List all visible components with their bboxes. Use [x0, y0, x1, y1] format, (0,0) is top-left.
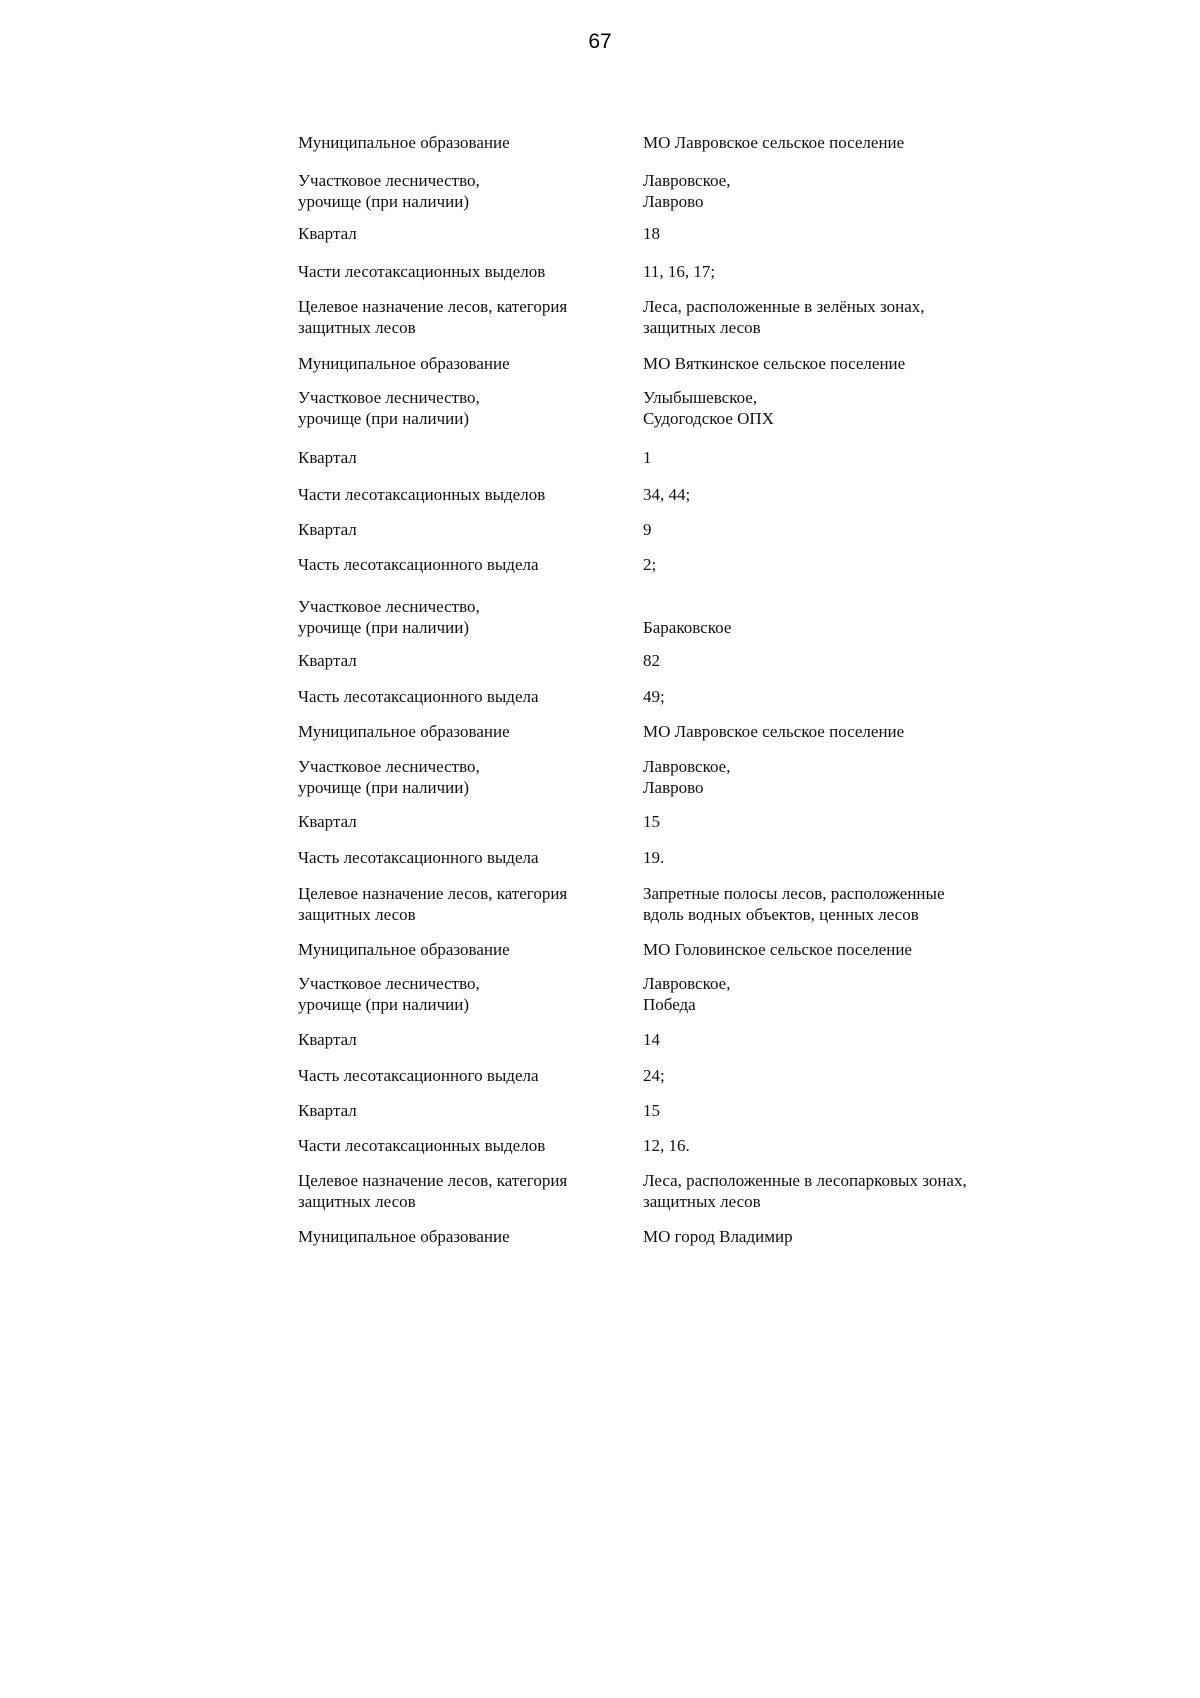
document-rows — [298, 132, 1058, 1256]
row-label: Целевое назначение лесов, категория защитных лесов — [298, 884, 568, 924]
row-value: 14 — [643, 1030, 660, 1049]
row-label: Квартал — [298, 448, 357, 467]
row-label: Участковое лесничество, урочище (при наличии) — [298, 388, 480, 428]
table-row — [298, 519, 1058, 554]
row-value: 24; — [643, 1066, 665, 1085]
table-row — [298, 223, 1058, 261]
row-label: Муниципальное образование — [298, 133, 510, 152]
table-row — [298, 883, 1058, 939]
row-label: Часть лесотаксационного выдела — [298, 848, 539, 867]
row-label: Участковое лесничество, урочище (при наличии) — [298, 171, 480, 211]
row-label: Квартал — [298, 520, 357, 539]
row-label: Целевое назначение лесов, категория защитных лесов — [298, 297, 568, 337]
table-row — [298, 847, 1058, 883]
row-value: Бараковское — [643, 618, 732, 637]
table-row — [298, 1100, 1058, 1135]
table-row — [298, 686, 1058, 721]
row-label: Квартал — [298, 812, 357, 831]
row-label: Части лесотаксационных выделов — [298, 262, 546, 281]
table-row — [298, 170, 1058, 223]
row-label: Часть лесотаксационного выдела — [298, 1066, 539, 1085]
row-label: Части лесотаксационных выделов — [298, 1136, 546, 1155]
table-row — [298, 1226, 1058, 1256]
row-value: Улыбышевское, Судогодское ОПХ — [643, 388, 774, 428]
row-label: Участковое лесничество, урочище (при наличии) — [298, 974, 480, 1014]
row-value: МО Лавровское сельское поселение — [643, 722, 905, 741]
row-value: 82 — [643, 651, 660, 670]
table-row — [298, 387, 1058, 447]
row-label: Квартал — [298, 1101, 357, 1120]
table-row — [298, 973, 1058, 1029]
table-row — [298, 261, 1058, 296]
row-label: Муниципальное образование — [298, 1227, 510, 1246]
row-value: 9 — [643, 520, 652, 539]
row-value: Лавровское, Победа — [643, 974, 731, 1014]
row-value: Лавровское, Лаврово — [643, 757, 731, 797]
row-label: Части лесотаксационных выделов — [298, 485, 546, 504]
row-value: МО Лавровское сельское поселение — [643, 133, 905, 152]
row-label: Целевое назначение лесов, категория защитных лесов — [298, 1171, 568, 1211]
row-value: Леса, расположенные в зелёных зонах, защитных лесов — [643, 297, 925, 337]
table-row — [298, 447, 1058, 484]
row-label: Муниципальное образование — [298, 940, 510, 959]
table-row — [298, 1029, 1058, 1065]
row-value: 19. — [643, 848, 665, 867]
page-number: 67 — [588, 30, 612, 53]
row-label: Муниципальное образование — [298, 722, 510, 741]
row-value: МО Головинское сельское поселение — [643, 940, 912, 959]
row-label: Участковое лесничество, урочище (при наличии) — [298, 597, 480, 637]
table-row — [298, 596, 1058, 650]
table-row — [298, 939, 1058, 973]
row-label: Квартал — [298, 1030, 357, 1049]
table-row — [298, 1135, 1058, 1170]
table-row — [298, 650, 1058, 686]
table-row — [298, 554, 1058, 596]
row-value: 18 — [643, 224, 660, 243]
row-value: 1 — [643, 448, 652, 467]
row-value: 11, 16, 17; — [643, 262, 716, 281]
table-row — [298, 811, 1058, 847]
row-value: 15 — [643, 812, 660, 831]
row-value: МО город Владимир — [643, 1227, 793, 1246]
table-row — [298, 132, 1058, 170]
row-label: Квартал — [298, 224, 357, 243]
row-value: Лавровское, Лаврово — [643, 171, 731, 211]
table-row — [298, 1170, 1058, 1226]
row-label: Муниципальное образование — [298, 354, 510, 373]
row-label: Часть лесотаксационного выдела — [298, 687, 539, 706]
row-value: МО Вяткинское сельское поселение — [643, 354, 906, 373]
table-row — [298, 353, 1058, 387]
row-value: 2; — [643, 555, 657, 574]
row-label: Часть лесотаксационного выдела — [298, 555, 539, 574]
row-value: 49; — [643, 687, 665, 706]
table-row — [298, 721, 1058, 756]
table-row — [298, 756, 1058, 811]
row-value: 15 — [643, 1101, 660, 1120]
table-row — [298, 296, 1058, 353]
row-value: 12, 16. — [643, 1136, 690, 1155]
table-row — [298, 484, 1058, 519]
row-label: Участковое лесничество, урочище (при наличии) — [298, 757, 480, 797]
row-label: Квартал — [298, 651, 357, 670]
row-value: 34, 44; — [643, 485, 691, 504]
row-value: Запретные полосы лесов, расположенные вдоль водных объектов, ценных лесов — [643, 884, 945, 924]
row-value: Леса, расположенные в лесопарковых зонах, защитных лесов — [643, 1171, 967, 1211]
table-row — [298, 1065, 1058, 1100]
